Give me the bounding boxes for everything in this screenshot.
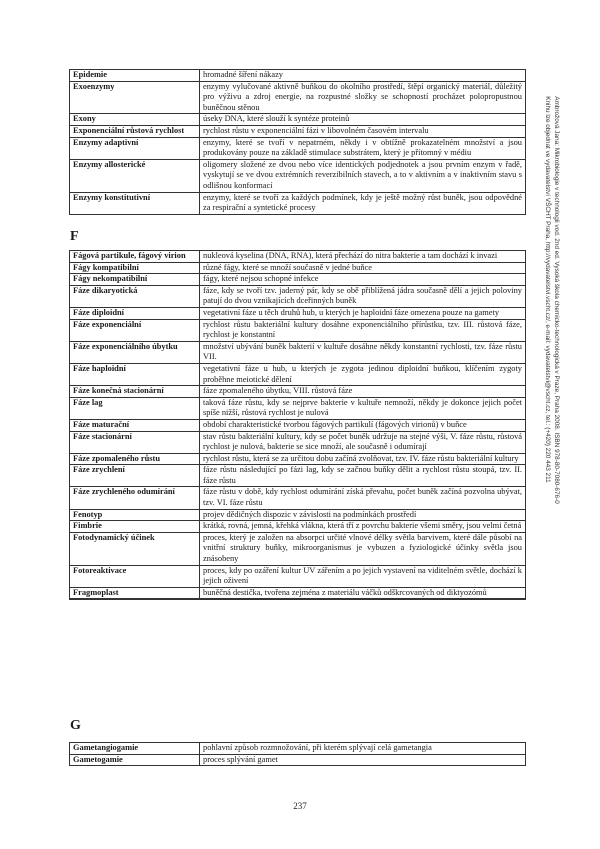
term-cell: Gametangiogamie — [70, 743, 200, 755]
table-row — [70, 341, 526, 363]
term-cell: Fáze exponenciálního úbytku — [70, 341, 200, 363]
term-cell: Fenotyp — [70, 509, 200, 521]
table-row — [70, 125, 526, 137]
term-cell — [70, 599, 200, 600]
table-row — [70, 587, 526, 599]
definition-cell: rychlost růstu v exponenciální fázi v libovolném časovém intervalu — [200, 125, 526, 137]
definition-cell: enzymy, které se tvoří v nepatrném, někdy i v obtížně prokazatelném množství a jsou produkovány pouze na základě stimulace substrátem, který je přítomný v médiu — [200, 137, 526, 159]
term-cell: Fáze zrychleného odumírání — [70, 487, 200, 509]
table-row — [70, 114, 526, 126]
table-row — [70, 431, 526, 453]
term-cell: Fágy nekompatibilní — [70, 274, 200, 286]
table-row — [70, 262, 526, 274]
table-row — [70, 192, 526, 214]
term-cell: Fáze haploidní — [70, 363, 200, 385]
definition-cell: období charakteristické tvorbou fágových partikulí (fágových virionů) v buňce — [200, 419, 526, 431]
term-cell: Fáze konečná stacionární — [70, 386, 200, 398]
definition-cell: projev dědičných dispozic v závislosti na podmínkách prostředí — [200, 509, 526, 521]
table-row — [70, 532, 526, 565]
definition-cell — [200, 599, 526, 600]
term-cell: Fotodynamický účinek — [70, 532, 200, 565]
definition-cell: buněčná destička, tvořena zejména z materiálu váčků odškrcovaných od diktyozómů — [200, 587, 526, 599]
term-cell: Enzymy konstitutivní — [70, 192, 200, 214]
glossary-table-g — [69, 742, 526, 766]
term-cell: Fragmoplast — [70, 587, 200, 599]
table-row — [70, 274, 526, 286]
definition-cell: fáze růstu v době, kdy rychlost odumírání získá převahu, počet buněk začíná pozvolna ubývat, tzv. VI. fáze růstu — [200, 487, 526, 509]
definition-cell: enzymy vylučované aktivně buňkou do okolního prostředí, štěpí organický materiál, důležitý pro výživu a zdroj energie, na rozpustné složky se schopností procházet polopropustnou buněčnou stěnou — [200, 81, 526, 114]
table-row — [70, 419, 526, 431]
term-cell: Exponenciální růstová rychlost — [70, 125, 200, 137]
table-row — [70, 319, 526, 341]
definition-cell: proces, kdy po ozáření kultur UV zářením a po jejich vystavení na viditelném světle, dochází k jejich oživení — [200, 565, 526, 587]
table-row — [70, 453, 526, 465]
table-row — [70, 159, 526, 192]
term-cell: Fáze exponenciální — [70, 319, 200, 341]
definition-cell: množství ubývání buněk bakterií v kultuře dosáhne někdy konstantní rychlosti, tzv. fáze růstu VII. — [200, 341, 526, 363]
term-cell: Gametogamie — [70, 754, 200, 766]
table-row — [70, 307, 526, 319]
definition-cell: krátká, rovná, jemná, křehká vlákna, která tří z povrchu bakterie všemi směry, jsou velmi četná — [200, 521, 526, 533]
term-cell: Fáze zpomaleného růstu — [70, 453, 200, 465]
section-letter-g: G — [70, 718, 81, 733]
table-row — [70, 386, 526, 398]
term-cell: Enzymy allosterické — [70, 159, 200, 192]
table-row — [70, 465, 526, 487]
table-row — [70, 81, 526, 114]
term-cell: Fáze stacionární — [70, 431, 200, 453]
definition-cell: stav růstu bakteriální kultury, kdy se počet buněk udržuje na stejné výši, V. fáze růstu, růstová rychlost je nulová, bakterie se sice množí, ale současně i odumírají — [200, 431, 526, 453]
table-row — [70, 251, 526, 263]
table-row — [70, 743, 526, 755]
citation-line: Ambrožová Jana: Mikrobiologie v technologii vod. 2nd ed. Vysoká škola chemicko-technologická v Praze, Praha 2008. ISBN 978-80-7080-676-0 — [553, 96, 560, 504]
definition-cell: fáze zpomaleného úbytku, VIII. růstová fáze — [200, 386, 526, 398]
definition-cell: úseky DNA, které slouží k syntéze proteinů — [200, 114, 526, 126]
table-row — [70, 285, 526, 307]
ordering-line: Knihu lze objednat ve vydavatelství VŠCHT Praha, http://vydavatelstvi.vscht.cz/, e-mail: vydavatelstvi@vscht.cz, tel.: (+420) 220 443 211 — [544, 96, 551, 483]
definition-cell: rychlost růstu bakteriální kultury dosáhne exponenciálního přírůstku, tzv. III. růstová fáze, rychlost je konstantní — [200, 319, 526, 341]
term-cell: Exony — [70, 114, 200, 126]
term-cell: Enzymy adaptivní — [70, 137, 200, 159]
table-row — [70, 599, 526, 600]
definition-cell: enzymy, které se tvoří za každých podmínek, kdy je ještě možný růst buněk, jsou odpovědné za respirační a syntetické procesy — [200, 192, 526, 214]
page-number: 237 — [293, 801, 307, 811]
definition-cell: proces, který je založen na absorpci určité vlnové délky světla barvivem, které dále působí na vnitřní struktury buňky, mikroorganismus je vybuzen a fyziologické účinky světla jsou znásobeny — [200, 532, 526, 565]
term-cell: Fáze lag — [70, 397, 200, 419]
definition-cell: nukleová kyselina (DNA, RNA), která přechází do nitra bakterie a tam dochází k invazi — [200, 251, 526, 263]
definition-cell: oligomery složené ze dvou nebo více identických podjednotek a jsou prvním enzym v řadě, vyskytují se ve dvou extrémních reverzibilních stavech, a to v aktivním a v inaktivním stavu s odlišnou konformací — [200, 159, 526, 192]
term-cell: Fotoreaktivace — [70, 565, 200, 587]
term-cell: Fáze diploidní — [70, 307, 200, 319]
definition-cell: hromadné šíření nákazy — [200, 70, 526, 82]
definition-cell: vegetativní fáze u hub, u kterých je zygota jedinou diploidní buňkou, klíčením zygoty proběhne meiotické dělení — [200, 363, 526, 385]
term-cell: Fágová partikule, fágový virion — [70, 251, 200, 263]
table-row — [70, 509, 526, 521]
glossary-table-e — [69, 69, 526, 215]
table-row — [70, 565, 526, 587]
section-letter-f: F — [70, 229, 79, 244]
glossary-table-f — [69, 250, 526, 600]
term-cell: Fáze maturační — [70, 419, 200, 431]
term-cell: Fágy kompatibilní — [70, 262, 200, 274]
term-cell: Fimbrie — [70, 521, 200, 533]
table-row — [70, 754, 526, 766]
definition-cell: fágy, které nejsou schopné infekce — [200, 274, 526, 286]
table-row — [70, 137, 526, 159]
definition-cell: taková fáze růstu, kdy se nejprve bakterie v kultuře nemnoží, někdy je dokonce jejich počet spíše nižší, růstová rychlost je nulová — [200, 397, 526, 419]
term-cell: Exoenzymy — [70, 81, 200, 114]
table-row — [70, 487, 526, 509]
definition-cell: fáze růstu následující po fázi lag, kdy se začnou buňky dělit a rychlost růstu stoupá, tzv. II. fáze růstu — [200, 465, 526, 487]
definition-cell: rychlost růstu, která se za určitou dobu začíná zvolňovat, tzv. IV. fáze růstu bakteriální kultury — [200, 453, 526, 465]
table-row — [70, 363, 526, 385]
definition-cell: proces splývání gamet — [200, 754, 526, 766]
term-cell: Epidemie — [70, 70, 200, 82]
definition-cell: fáze, kdy se tvoří tzv. jaderný pár, kdy se obě přiblížená jádra současně dělí a jejich poloviny patují do dvou vznikajících dceřinných buněk — [200, 285, 526, 307]
table-row — [70, 397, 526, 419]
definition-cell: pohlavní způsob rozmnožování, při kterém splývají celá gametangia — [200, 743, 526, 755]
table-row — [70, 521, 526, 533]
definition-cell: vegetativní fáze u těch druhů hub, u kterých je haploidní fáze omezena pouze na gamety — [200, 307, 526, 319]
term-cell: Fáze dikaryotická — [70, 285, 200, 307]
table-row — [70, 70, 526, 82]
term-cell: Fáze zrychlení — [70, 465, 200, 487]
definition-cell: různé fágy, které se množí současně v jedné buňce — [200, 262, 526, 274]
